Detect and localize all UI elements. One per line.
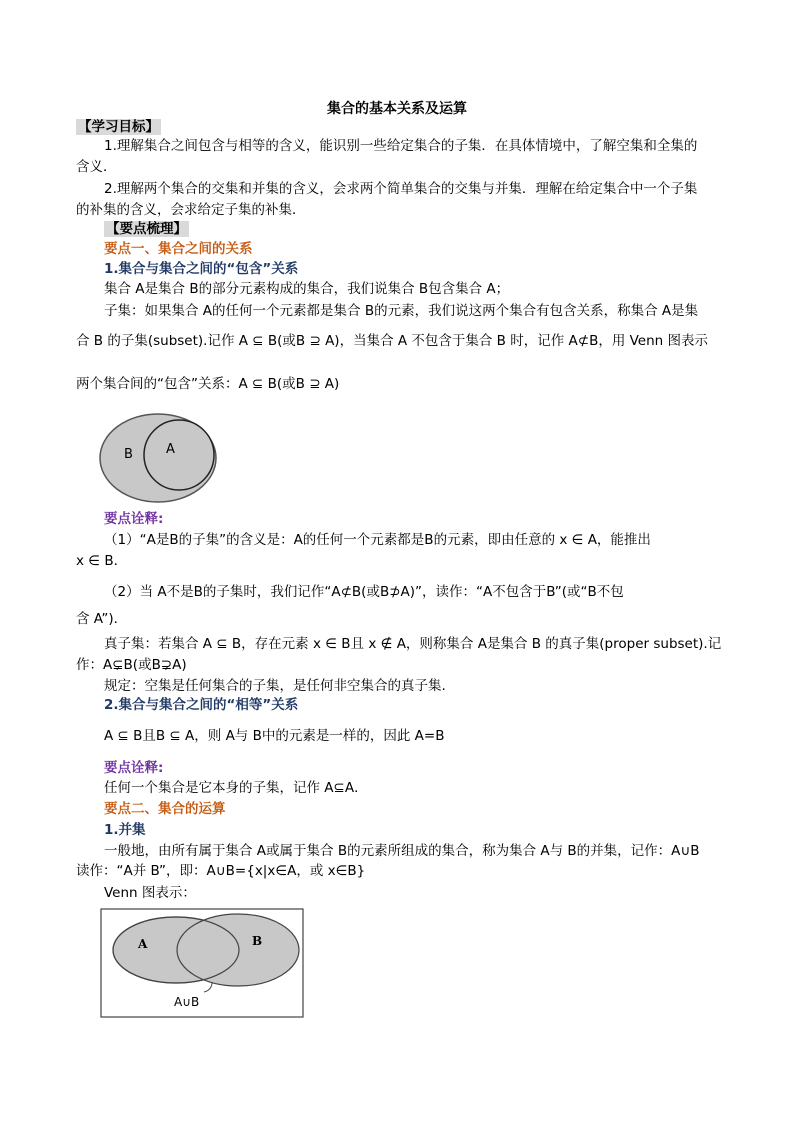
proper-subset-line-2: 作：A⊊B(或B⊋A)	[76, 657, 187, 673]
subsection-2-heading: 2.集合与集合之间的“相等”关系	[104, 697, 299, 713]
note-2-line-2: 含 A”)．	[76, 611, 128, 627]
union-set-b-ellipse	[177, 914, 299, 986]
equality-statement: A ⊆ B且B ⊆ A，则 A与 B中的元素是一样的，因此 A=B	[104, 728, 445, 744]
union-label-a-union-b: A∪B	[174, 995, 200, 1009]
point-1-heading: 要点一、集合之间的关系	[104, 241, 253, 257]
union-heading: 1.并集	[104, 822, 146, 838]
venn-label-b: B	[124, 447, 133, 462]
goal-1-line-2: 含义．	[76, 159, 117, 175]
union-label-b: B	[252, 934, 263, 948]
page-title: 集合的基本关系及运算	[327, 101, 467, 117]
union-definition-line-2: 读作：“A并 B”，即：A∪B={x|x∈A，或 x∈B}	[76, 863, 366, 879]
subsection-1-paragraph-1: 集合 A是集合 B的部分元素构成的集合，我们说集合 B包含集合 A；	[104, 281, 510, 297]
empty-set-rule: 规定：空集是任何集合的子集，是任何非空集合的真子集.	[104, 678, 446, 694]
note-1-line-2: x ∈ B．	[76, 553, 128, 569]
venn-label-a: A	[166, 442, 175, 457]
note-3-line: 任何一个集合是它本身的子集，记作 A⊆A．	[104, 780, 368, 796]
subset-definition-line-1: 子集：如果集合 A的任何一个元素都是集合 B的元素，我们说这两个集合有包含关系，称集合 A是集	[104, 303, 699, 319]
venn-set-a-circle	[144, 420, 214, 490]
subset-definition-line-3: 两个集合间的“包含”关系：A ⊆ B(或B ⊇ A)	[76, 376, 340, 392]
goal-1-line-1: 1.理解集合之间包含与相等的含义，能识别一些给定集合的子集．在具体情境中，了解空集和全集的	[104, 138, 698, 154]
section-key-points: 【要点梳理】	[106, 221, 187, 237]
note-heading-1: 要点诠释:	[104, 511, 164, 527]
goal-2-line-2: 的补集的含义，会求给定子集的补集．	[76, 202, 306, 218]
union-label-a: A	[138, 937, 148, 951]
note-heading-2: 要点诠释:	[104, 760, 164, 776]
union-definition-line-1: 一般地，由所有属于集合 A或属于集合 B的元素所组成的集合，称为集合 A与 B的并集，记作：A∪B	[104, 843, 700, 859]
subset-definition-line-2: 合 B 的子集(subset).记作 A ⊆ B(或B ⊇ A)，当集合 A 不包含于集合 B 时，记作 A⊄B，用 Venn 图表示	[76, 333, 709, 349]
note-2-line-1: （2）当 A不是B的子集时，我们记作“A⊄B(或B⊅A)”，读作：“A不包含于B”(或“B不包	[104, 584, 624, 600]
proper-subset-line-1: 真子集：若集合 A ⊆ B，存在元素 x ∈ B且 x ∉ A，则称集合 A是集合 B 的真子集(proper subset).记	[104, 636, 722, 652]
subsection-1-heading: 1.集合与集合之间的“包含”关系	[104, 261, 299, 277]
goal-2-line-1: 2.理解两个集合的交集和并集的含义，会求两个简单集合的交集与并集．理解在给定集合中一个子集	[104, 181, 698, 197]
point-2-heading: 要点二、集合的运算	[104, 801, 226, 817]
note-1-line-1: （1）“A是B的子集”的含义是：A的任何一个元素都是B的元素，即由任意的 x ∈ A，能推出	[104, 532, 651, 548]
venn-caption: Venn 图表示：	[104, 885, 196, 901]
venn-diagram-union	[100, 908, 304, 1018]
venn-diagram-subset	[96, 408, 236, 508]
section-learning-goals: 【学习目标】	[78, 119, 159, 135]
